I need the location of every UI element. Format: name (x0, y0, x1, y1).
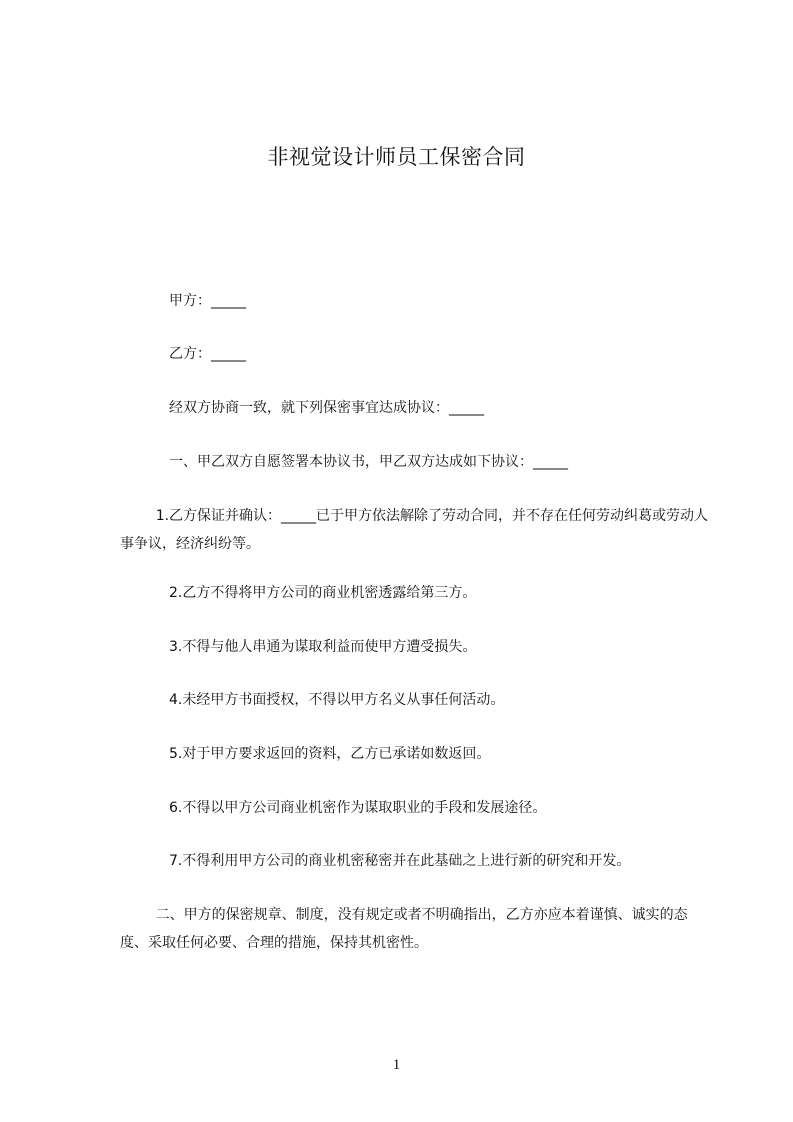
clause-1: 1.乙方保证并确认：_____已于甲方依法解除了劳动合同，并不存在任何劳动纠葛或劳动人事争议，经济纠纷等。 (120, 508, 709, 552)
section-one-heading: 一、甲乙双方自愿签署本协议书，甲乙双方达成如下协议：_____ (169, 454, 568, 470)
clause-4: 4.未经甲方书面授权，不得以甲方名义从事任何活动。 (169, 692, 505, 708)
document-title: 非视觉设计师员工保密合同 (267, 145, 526, 169)
clause-7: 7.不得利用甲方公司的商业机密秘密并在此基础之上进行新的研究和开发。 (169, 853, 631, 869)
agreement-intro: 经双方协商一致，就下列保密事宜达成协议：_____ (169, 400, 484, 416)
party-b-line: 乙方：_____ (169, 346, 246, 362)
clause-2: 2.乙方不得将甲方公司的商业机密透露给第三方。 (169, 585, 477, 601)
clause-3: 3.不得与他人串通为谋取利益而使甲方遭受损失。 (169, 639, 477, 655)
page-number: 1 (392, 1057, 401, 1073)
clause-6: 6.不得以甲方公司商业机密作为谋取职业的手段和发展途径。 (169, 800, 547, 816)
section-two-paragraph: 二、甲方的保密规章、制度，没有规定或者不明确指出，乙方亦应本着谨慎、诚实的态度、采取任何必要、合理的措施，保持其机密性。 (120, 907, 688, 951)
party-a-line: 甲方：_____ (169, 293, 246, 309)
clause-5: 5.对于甲方要求返回的资料，乙方已承诺如数返回。 (169, 746, 491, 762)
